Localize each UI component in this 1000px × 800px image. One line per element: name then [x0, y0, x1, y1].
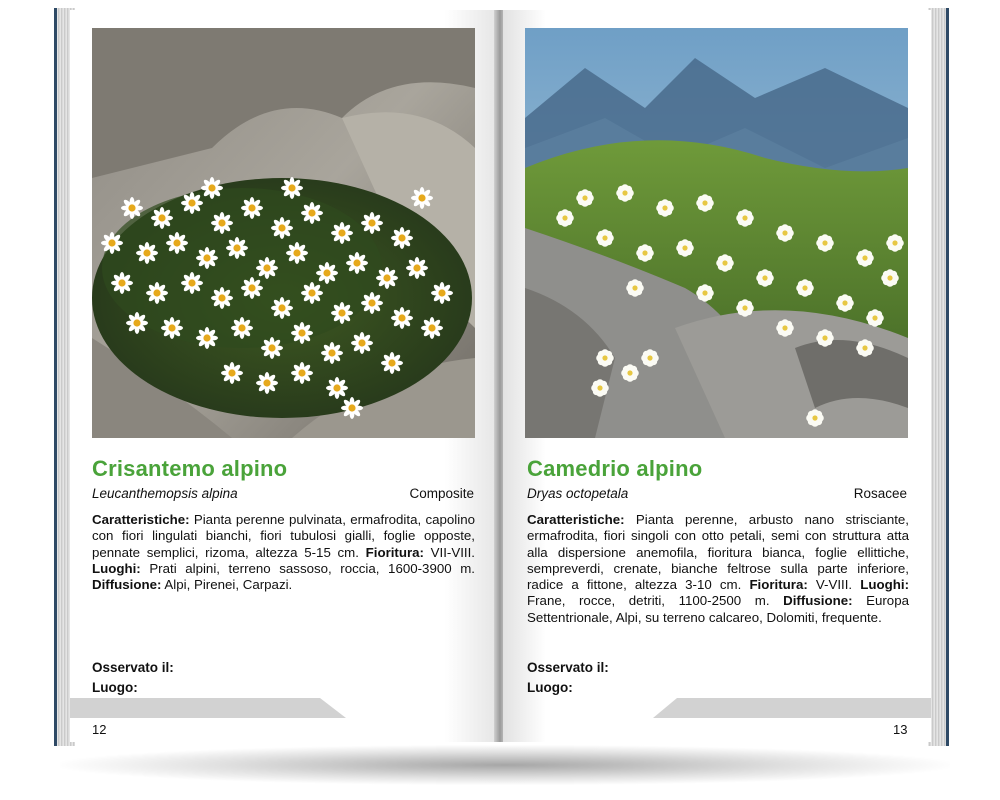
plant-family: Composite — [409, 486, 474, 501]
page-number: 12 — [92, 722, 107, 737]
place-label: Luogo: — [92, 680, 138, 695]
latin-name: Leucanthemopsis alpina — [92, 486, 238, 501]
plant-description — [527, 512, 909, 626]
desc-text-caratteristiche: Pianta perenne pulvinata, ermafrodita, capolino con fiori lingulati bianchi, fiori tubulosi gialli, foglie opposte, pennate semplici, rizoma, altezza 5-15 cm. — [92, 512, 475, 560]
right-page — [503, 10, 931, 742]
latin-name: Dryas octopetala — [527, 486, 629, 501]
desc-label-caratteristiche: Caratteristiche: — [527, 512, 625, 527]
desc-text-luoghi: Frane, rocce, detriti, 1100-2500 m. — [527, 593, 784, 609]
desc-label-fioritura: Fioritura: — [365, 544, 424, 560]
desc-label-luoghi: Luoghi: — [860, 577, 909, 593]
desc-text-luoghi: Prati alpini, terreno sassoso, roccia, 1600-3900 m. — [140, 560, 475, 576]
book-shadow — [60, 745, 950, 785]
page-title: Camedrio alpino — [527, 456, 703, 481]
desc-label-luoghi: Luoghi: — [92, 560, 141, 576]
crisantemo-photo — [92, 28, 475, 438]
desc-text-fioritura: VII-VIII. — [423, 544, 475, 560]
crisantemo-photo-illustration — [92, 28, 475, 438]
page-number: 13 — [893, 722, 908, 737]
footer-band — [653, 698, 931, 718]
camedrio-photo-illustration — [525, 28, 908, 438]
observed-label: Osservato il: — [527, 660, 609, 675]
camedrio-photo — [525, 28, 908, 438]
plant-description — [92, 512, 475, 593]
place-label: Luogo: — [527, 680, 573, 695]
footer-band — [70, 698, 346, 718]
plant-family: Rosacee — [853, 486, 907, 501]
page-title: Crisantemo alpino — [92, 456, 288, 481]
desc-text-caratteristiche: Pianta perenne, arbusto nano strisciante, ermafrodita, fiori singoli con otto petali, semi con struttura atta alla dispersione anemofila, fioritura bianca, foglie ellittiche, sempreverdi, crenate, bianche feltrose sulla parte inferiore, radice a fittone, altezza 3-10 cm. — [527, 512, 909, 593]
desc-label-fioritura: Fioritura: — [749, 577, 808, 593]
desc-text-diffusione: Alpi, Pirenei, Carpazi. — [161, 577, 293, 593]
observed-label: Osservato il: — [92, 660, 174, 675]
desc-label-diffusione: Diffusione: — [783, 593, 853, 609]
book-page-edges-right — [928, 8, 949, 746]
desc-label-caratteristiche: Caratteristiche: — [92, 512, 190, 527]
left-page — [70, 10, 496, 742]
desc-text-diffusione: Europa Settentrionale, Alpi, su terreno calcareo, Dolomiti, frequente. — [527, 593, 909, 625]
desc-label-diffusione: Diffusione: — [92, 577, 162, 593]
desc-text-fioritura: V-VIII. — [807, 577, 861, 593]
